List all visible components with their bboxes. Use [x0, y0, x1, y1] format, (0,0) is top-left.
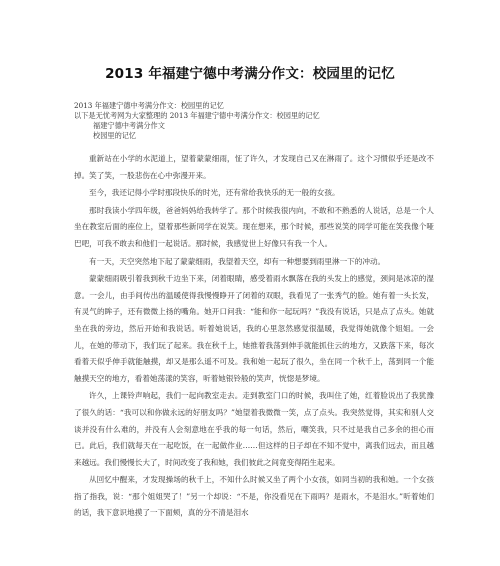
paragraph: 从回忆中醒来，才发现操场的秋千上，不知什么时候又坐了两个小女孩，如同当初的我和她。一个女孩指了指我，说：“那个姐姐哭了！”另一个却说：“不是，你没看见在下雨吗？是雨水，不是泪水。”听着她们的话，我下意识地摸了一下面颊，真的分不清是泪水 [74, 475, 434, 518]
essay-body [74, 151, 434, 523]
paragraph: 至今，我还记得小学时那段快乐的时光，还有常给我快乐的无一般的女孩。 [89, 188, 340, 198]
meta-line: 以下是无忧考网为大家整理的 2013 年福建宁德中考满分作文：校园里的记忆 [74, 111, 320, 120]
meta-line: 福建宁德中考满分作文 [93, 121, 165, 130]
section-title: 校园里的记忆 [93, 131, 137, 140]
paragraph: 重新站在小学的水泥道上，望着蒙蒙细雨，怔了许久，才发现自己又在淋雨了。这个习惯似乎还是改不掉。笑了笑，一股悲伤在心中弥漫开来。 [74, 154, 434, 180]
paragraph: 有一天，天空突然地下起了蒙蒙细雨，我望着天空，却有一种想要到雨里淋一下的冲动。 [89, 256, 386, 266]
document-meta [74, 101, 444, 141]
meta-line: 2013 年福建宁德中考满分作文：校园里的记忆 [74, 101, 224, 110]
paragraph: 许久，上课铃声响起，我们一起向教室走去。走到教室门口的时候，我叫住了她，红着脸说出了我犹豫了很久的话：“我可以和你做永远的好朋友吗？”她望着我微微一笑，点了点头。我突然觉得，其实和别人交谈并没有什么难的，并没有人会刻意地在乎我的每一句话，然后，嘲笑我，只不过是我自己多余的担心而已。此后，我们就每天在一起吃饭，在一起做作业……但这样的日子却在不知不觉中，离我们远去，而且越来越远。我们慢慢长大了，时间改变了我和她，我们彼此之间竟变得陌生起来。 [74, 391, 434, 467]
paragraph: 蒙蒙细雨吸引着我到秋千边坐下来，闭着眼睛，感受着雨水飘落在我的头发上的感觉，颈间是冰凉的湿意。一会儿，由手间传出的温暖使得我慢慢睁开了闭着的双眼，我看见了一张秀气的脸。她有着一头长发，有灵气的眸子，还有微微上扬的嘴角。她开口问我：“能和你一起玩吗？”我没有说话，只是点了点头。她就坐在我的旁边，然后开始和我说话。听着她说话，我的心里忽然感觉很温暖，我觉得她就像个姐姐。一会儿，在她的带动下，我们玩了起来。我在秋千上，她推着我荡到伸手就能抓住云的地方，又跌落下来，每次看着天似乎伸手就能触摸，却又是那么遥不可及。我和她一起玩了很久，坐在同一个秋千上，荡到同一个能触摸天空的地方，看着她荡漾的笑容，听着她银铃般的笑声，恍惚是梦境。 [74, 274, 434, 383]
document-title: 2013 年福建宁德中考满分作文：校园里的记忆 [105, 66, 395, 82]
paragraph: 那时我读小学四年级，爸爸妈妈给我转学了。那个时候我很内向，不敢和不熟悉的人说话，总是一个人坐在教室后面的座位上，望着那些新同学在说笑。现在想来，那个时候，那些说笑的同学可能在笑我像个哑巴吧，可我不敢去和他们一起说话。那时候，我感觉世上好像只有我一个人。 [74, 205, 434, 248]
